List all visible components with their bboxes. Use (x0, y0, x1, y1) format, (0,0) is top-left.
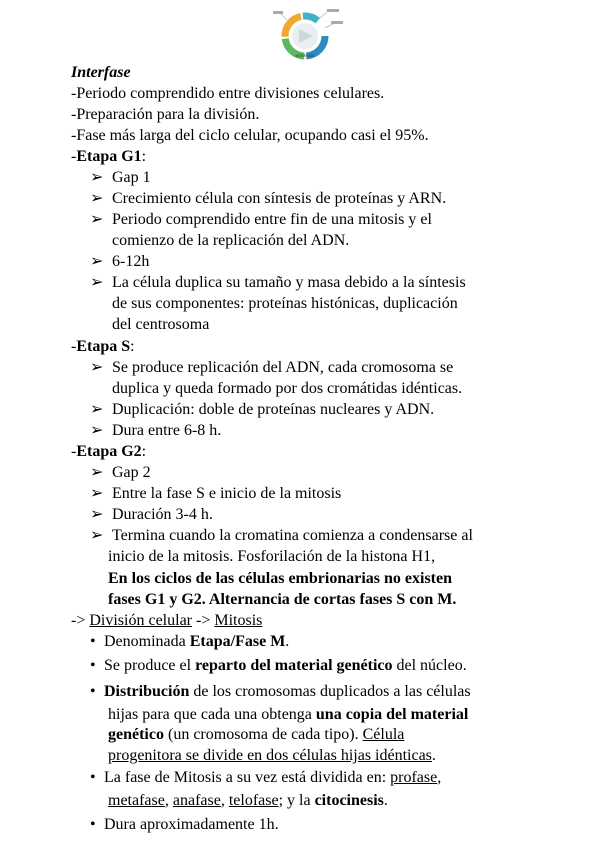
list-item: Dura entre 6-8 h. (112, 422, 222, 439)
arrow-bullet-icon: ➢ (90, 527, 104, 544)
intro-line: -Periodo comprendido entre divisiones celulares. (71, 85, 385, 102)
mitosis-item: Dura aproximadamente 1h. (104, 816, 279, 833)
bullet-icon: • (90, 633, 96, 650)
list-item: Entre la fase S e inicio de la mitosis (112, 485, 342, 502)
mitosis-item-continuation: genético (un cromosoma de cada tipo). Célula (108, 726, 405, 743)
arrow-bullet-icon: ➢ (90, 422, 104, 439)
division-heading: -> División celular -> Mitosis (71, 612, 263, 629)
list-item-emphasis: fases G1 y G2. Alternancia de cortas fases S con M. (108, 591, 457, 608)
arrow-bullet-icon: ➢ (90, 253, 104, 270)
list-item-continuation: comienzo de la replicación del ADN. (112, 232, 350, 249)
arrow-bullet-icon: ➢ (90, 506, 104, 523)
mitosis-item: Se produce el reparto del material genético del núcleo. (104, 657, 467, 674)
arrow-bullet-icon: ➢ (90, 169, 104, 186)
list-item: La célula duplica su tamaño y masa debido a la síntesis (112, 274, 466, 291)
list-item-continuation: duplica y queda formado por dos cromátidas idénticas. (112, 380, 463, 397)
list-item-continuation: inicio de la mitosis. Fosforilación de la histona H1, (108, 548, 436, 565)
diagram-center-label: INTERFASE (295, 54, 315, 58)
s-heading: -Etapa S: (71, 338, 135, 355)
list-item: Gap 2 (112, 464, 151, 481)
arrow-bullet-icon: ➢ (90, 359, 104, 376)
list-item-continuation: del centrosoma (112, 316, 210, 333)
intro-line: -Fase más larga del ciclo celular, ocupando casi el 95%. (71, 127, 429, 144)
arrow-bullet-icon: ➢ (90, 211, 104, 228)
arrow-bullet-icon: ➢ (90, 190, 104, 207)
mitosis-item-continuation: metafase, anafase, telofase; y la citocinesis. (108, 792, 388, 809)
arrow-bullet-icon: ➢ (90, 485, 104, 502)
section-title: Interfase (71, 64, 131, 81)
mitosis-item: Denominada Etapa/Fase M. (104, 633, 290, 650)
list-item: Duplicación: doble de proteínas nucleares y ADN. (112, 401, 435, 418)
arrow-bullet-icon: ➢ (90, 401, 104, 418)
cell-cycle-diagram-icon (265, 6, 345, 62)
list-item: Crecimiento célula con síntesis de proteínas y ARN. (112, 190, 447, 207)
arrow-bullet-icon: ➢ (90, 464, 104, 481)
arrow-bullet-icon: ➢ (90, 274, 104, 291)
bullet-icon: • (90, 816, 96, 833)
mitosis-item: La fase de Mitosis a su vez está dividida en: profase, (104, 769, 442, 786)
bullet-icon: • (90, 769, 96, 786)
mitosis-item: Distribución de los cromosomas duplicados a las células (104, 683, 471, 700)
list-item: Se produce replicación del ADN, cada cromosoma se (112, 359, 454, 376)
list-item: 6-12h (112, 253, 150, 270)
list-item: Periodo comprendido entre fin de una mitosis y el (112, 211, 432, 228)
bullet-icon: • (90, 657, 96, 674)
g1-heading: -Etapa G1: (71, 148, 147, 165)
list-item-emphasis: En los ciclos de las células embrionarias no existen (108, 570, 452, 587)
bullet-icon: • (90, 683, 96, 700)
list-item: Gap 1 (112, 169, 151, 186)
list-item: Termina cuando la cromatina comienza a condensarse al (112, 527, 473, 544)
list-item: Duración 3-4 h. (112, 506, 213, 523)
mitosis-item-continuation: hijas para que cada una obtenga una copia del material (108, 706, 469, 723)
list-item-continuation: de sus componentes: proteínas histónicas, duplicación (112, 295, 458, 312)
g2-heading: -Etapa G2: (71, 443, 147, 460)
mitosis-item-continuation: progenitora se divide en dos células hijas idénticas. (108, 747, 436, 764)
intro-line: -Preparación para la división. (71, 106, 260, 123)
